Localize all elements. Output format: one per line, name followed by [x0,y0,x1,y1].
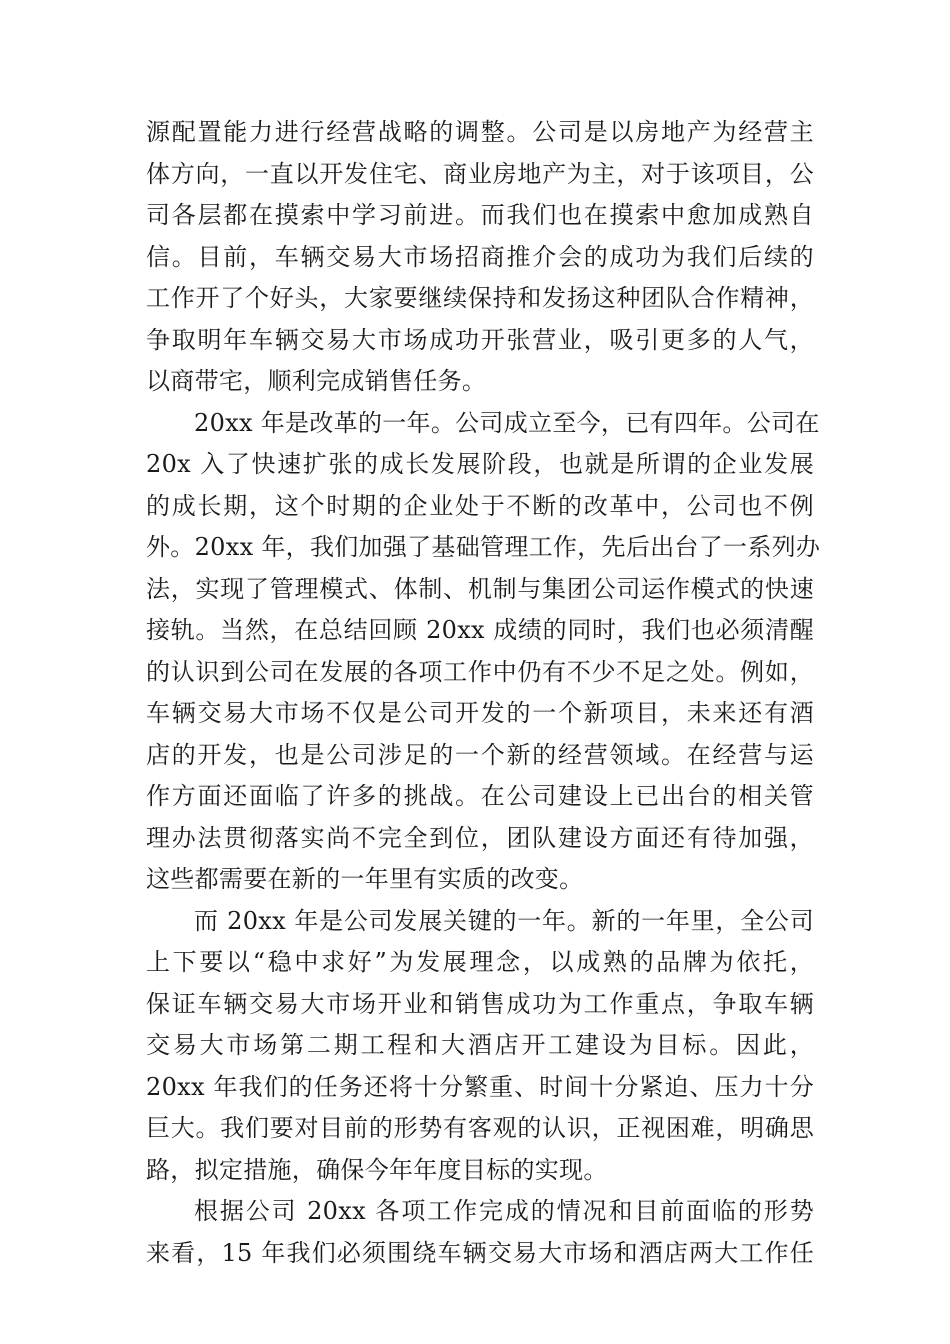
paragraph-line: 工作开了个好头，大家要继续保持和发扬这种团队合作精神， [146,284,814,312]
paragraph-line: 20xx 年我们的任务还将十分繁重、时间十分紧迫、压力十分 [146,1072,814,1101]
paragraph-line: 根据公司 20xx 各项工作完成的情况和目前面临的形势 [194,1197,814,1225]
paragraph-line: 作方面还面临了许多的挑战。在公司建设上已出台的相关管 [146,782,814,810]
paragraph-line: 车辆交易大市场不仅是公司开发的一个新项目，未来还有酒 [146,699,814,727]
document-body [146,112,821,1274]
paragraph-line: 理办法贯彻落实尚不完全到位，团队建设方面还有待加强， [146,823,814,852]
paragraph-line: 上下要以“稳中求好”为发展理念，以成熟的品牌为依托， [146,948,814,976]
paragraph-line: 巨大。我们要对目前的形势有客观的认识，正视困难，明确思 [146,1114,814,1142]
paragraph-line: 这些都需要在新的一年里有实质的改变。 [146,865,584,893]
paragraph-line: 以商带宅，顺利完成销售任务。 [146,367,487,395]
paragraph-line: 争取明年车辆交易大市场成功开张营业，吸引更多的人气， [146,325,814,354]
paragraph-line: 的认识到公司在发展的各项工作中仍有不少不足之处。例如， [146,657,814,686]
paragraph-line: 交易大市场第二期工程和大酒店开工建设为目标。因此， [146,1031,814,1059]
paragraph-line: 源配置能力进行经营战略的调整。公司是以房地产为经营主 [146,118,814,146]
paragraph-line: 接轨。当然，在总结回顾 20xx 成绩的同时，我们也必须清醒 [146,616,814,644]
paragraph-4 [146,1191,814,1274]
paragraph-line: 20x 入了快速扩张的成长发展阶段，也就是所谓的企业发展 [146,450,814,478]
paragraph-1 [146,112,814,403]
paragraph-line: 保证车辆交易大市场开业和销售成功为工作重点，争取车辆 [146,989,814,1018]
paragraph-line: 的成长期，这个时期的企业处于不断的改革中，公司也不例 [146,491,814,520]
paragraph-line: 司各层都在摸索中学习前进。而我们也在摸索中愈加成熟自 [146,201,814,229]
paragraph-line: 体方向，一直以开发住宅、商业房地产为主，对于该项目，公 [146,159,814,188]
paragraph-line: 来看，15 年我们必须围绕车辆交易大市场和酒店两大工作任 [146,1238,814,1267]
paragraph-line: 法，实现了管理模式、体制、机制与集团公司运作模式的快速 [146,574,814,603]
paragraph-3 [146,901,814,1192]
paragraph-line: 20xx 年是改革的一年。公司成立至今，已有四年。公司在 [194,408,820,437]
paragraph-line: 外。20xx 年，我们加强了基础管理工作，先后出台了一系列办 [146,533,821,561]
paragraph-line: 路，拟定措施，确保今年年度目标的实现。 [146,1155,608,1184]
paragraph-line: 信。目前，车辆交易大市场招商推介会的成功为我们后续的 [146,242,814,271]
paragraph-2 [146,403,821,901]
paragraph-line: 而 20xx 年是公司发展关键的一年。新的一年里，全公司 [194,906,814,935]
paragraph-line: 店的开发，也是公司涉足的一个新的经营领域。在经营与运 [146,740,814,769]
